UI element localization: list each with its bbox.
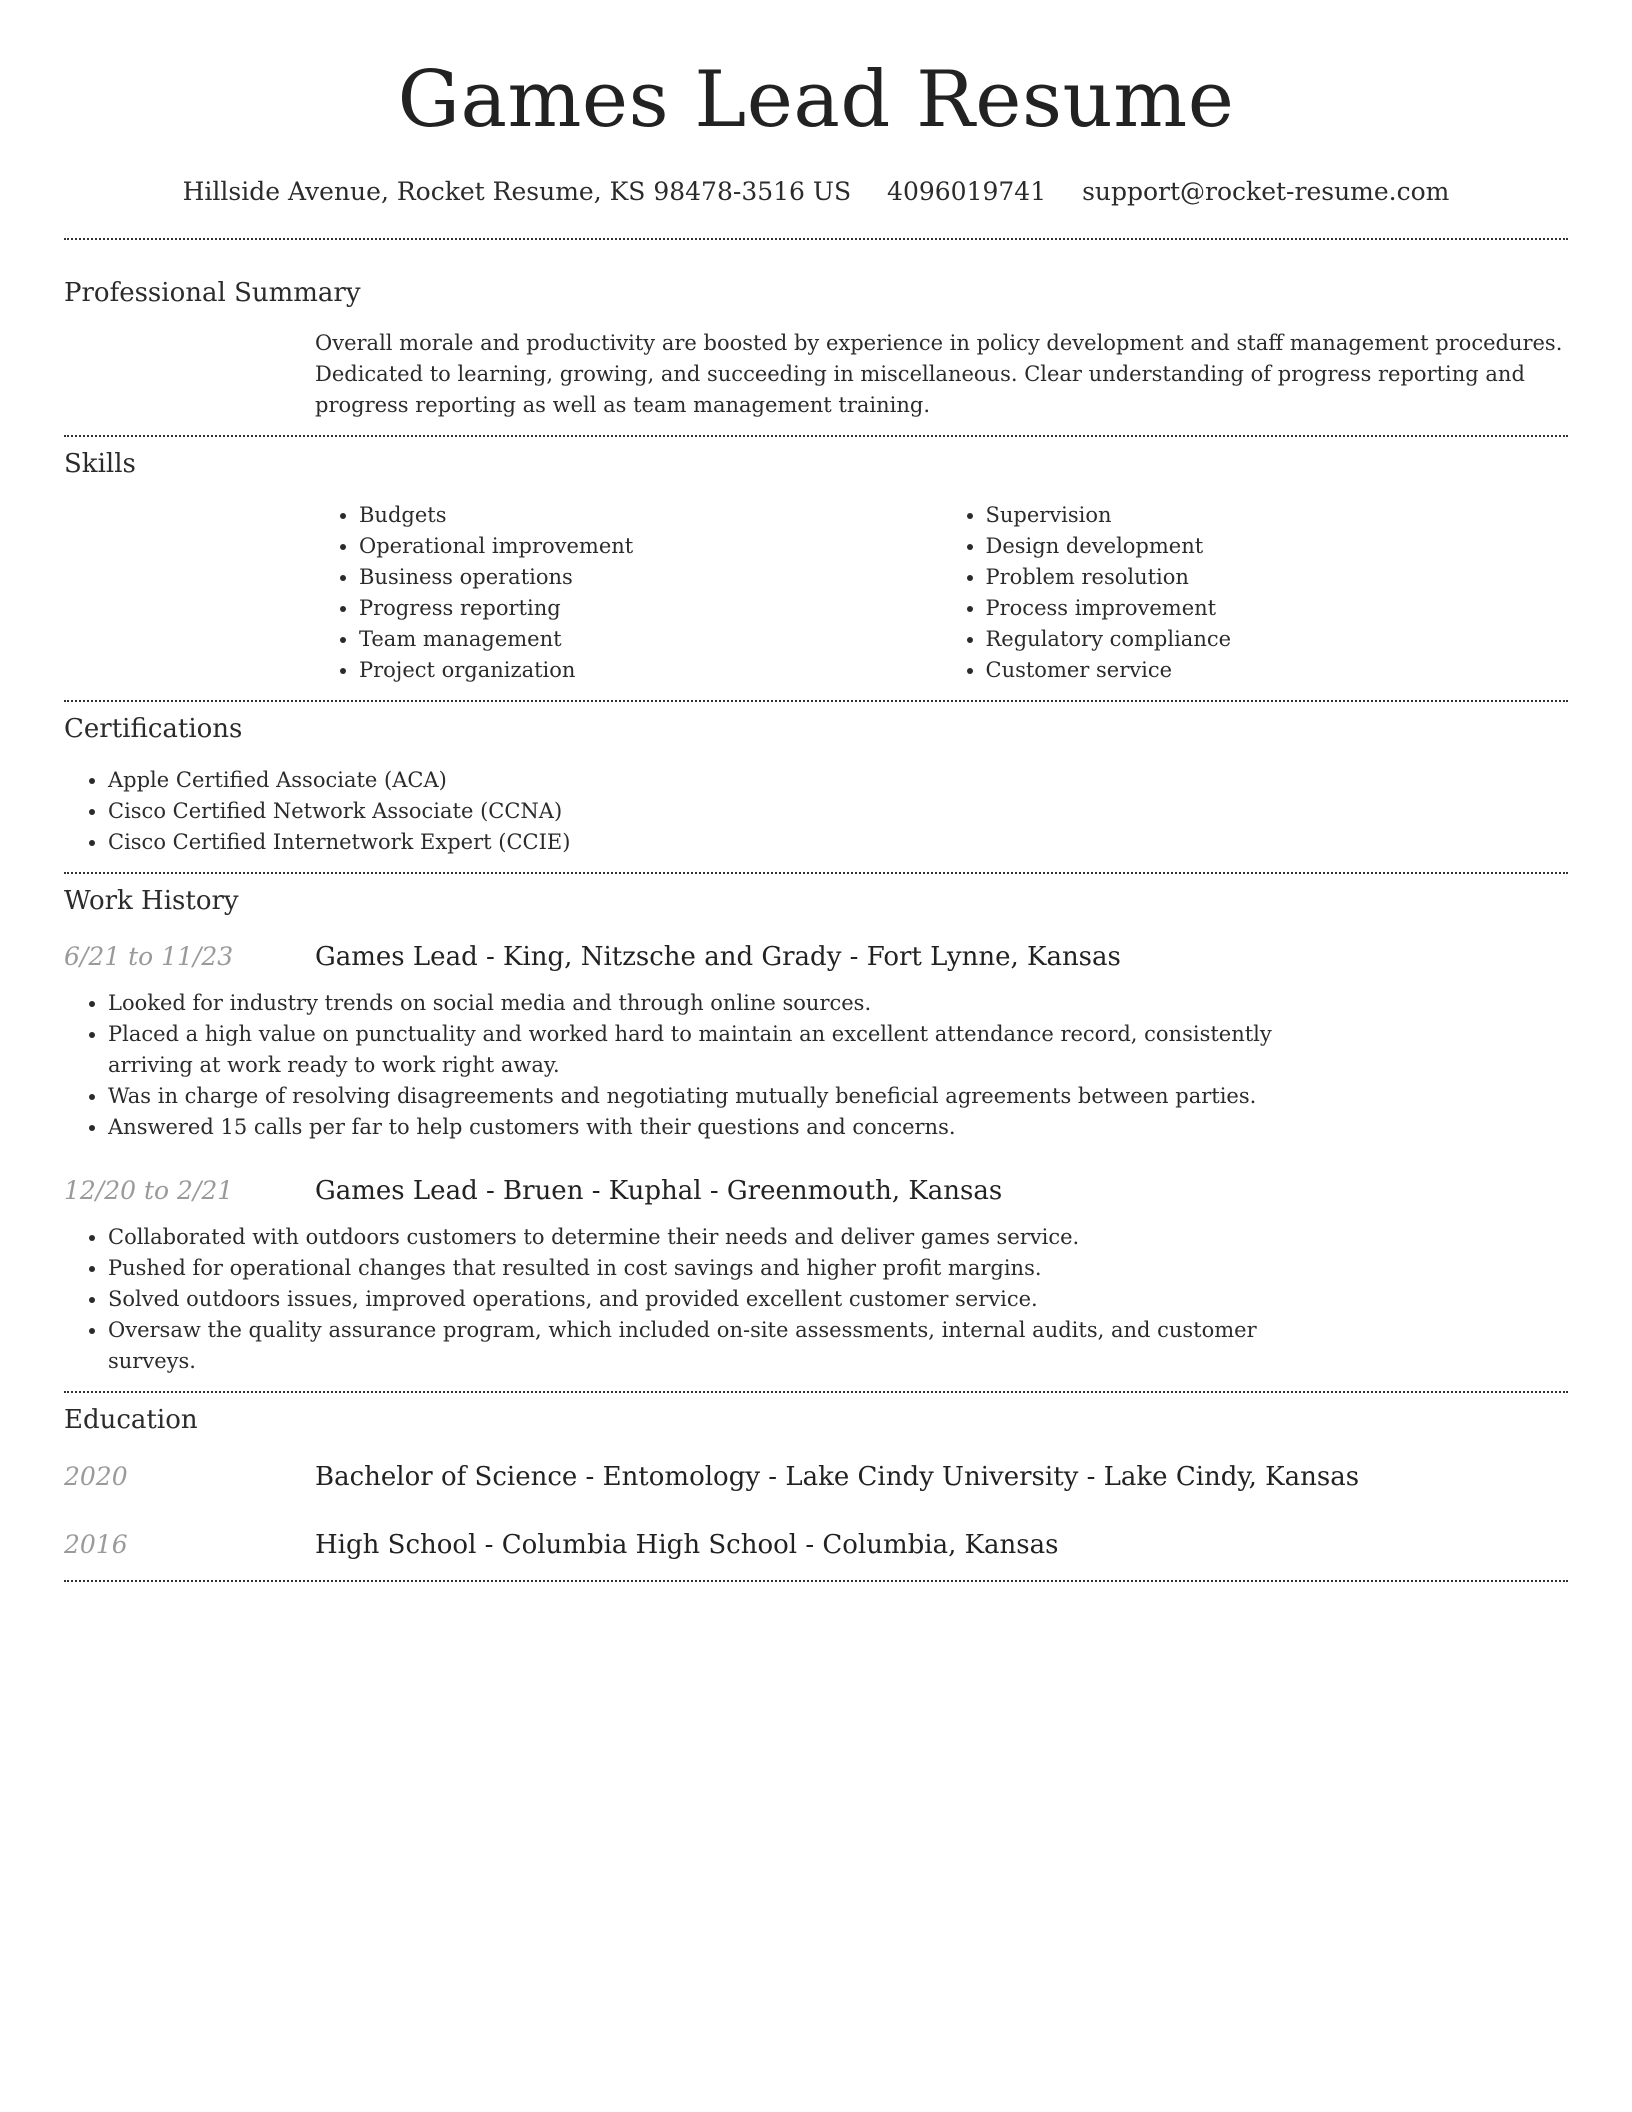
divider: [64, 1580, 1568, 1582]
skill-item: • Process improvement: [986, 593, 1569, 624]
certifications-heading: Certifications: [64, 714, 243, 744]
skill-item: • Regulatory compliance: [986, 624, 1569, 655]
education-title: Bachelor of Science - Entomology - Lake Cindy University - Lake Cindy, Kansas: [315, 1462, 1360, 1492]
certification-item: • Cisco Certified Network Associate (CCNA): [108, 796, 1568, 827]
skills-section: [64, 447, 1568, 686]
job-bullet: • Oversaw the quality assurance program, which included on-site assessments, internal audits, and customer surveys.: [108, 1315, 1317, 1377]
resume-page: [64, 0, 1568, 1582]
job-bullets: [64, 988, 1317, 1143]
education-heading: Education: [64, 1405, 198, 1435]
job-bullet: • Answered 15 calls per far to help customers with their questions and concerns.: [108, 1112, 1317, 1143]
job-bullet: • Looked for industry trends on social media and through online sources.: [108, 988, 1317, 1019]
summary-heading: Professional Summary: [64, 278, 361, 308]
job-bullet: • Placed a high value on punctuality and worked hard to maintain an excellent attendance record, consistently arriving at work ready to work right away.: [108, 1019, 1317, 1081]
divider: [64, 872, 1568, 874]
job-title: Games Lead - Bruen - Kuphal - Greenmouth, Kansas: [315, 1176, 1003, 1206]
divider: [64, 700, 1568, 702]
contact-email: support@rocket-resume.com: [1082, 177, 1450, 206]
divider: [64, 1391, 1568, 1393]
job-dates: 12/20 to 2/21: [64, 1176, 234, 1205]
job-bullet: • Was in charge of resolving disagreements and negotiating mutually beneficial agreements between parties.: [108, 1081, 1317, 1112]
education-year: 2020: [64, 1462, 128, 1491]
skill-item: • Budgets: [359, 500, 942, 531]
job-title: Games Lead - King, Nitzsche and Grady - Fort Lynne, Kansas: [315, 942, 1121, 972]
skill-item: • Customer service: [986, 655, 1569, 686]
skill-item: • Project organization: [359, 655, 942, 686]
resume-title: Games Lead Resume: [397, 55, 1235, 145]
contact-line: [64, 176, 1568, 208]
education-year: 2016: [64, 1530, 128, 1559]
certifications-section: [64, 712, 1568, 858]
contact-address: Hillside Avenue, Rocket Resume, KS 98478-3516 US: [182, 177, 852, 206]
job-header: [64, 1174, 1568, 1208]
job-bullet: • Collaborated with outdoors customers to determine their needs and deliver games service.: [108, 1222, 1317, 1253]
skill-item: • Design development: [986, 531, 1569, 562]
skill-item: • Supervision: [986, 500, 1569, 531]
job-bullet: • Pushed for operational changes that resulted in cost savings and higher profit margins.: [108, 1253, 1317, 1284]
skill-item: • Operational improvement: [359, 531, 942, 562]
skill-item: • Progress reporting: [359, 593, 942, 624]
education-entry: [64, 1528, 1568, 1562]
job-bullet: • Solved outdoors issues, improved operations, and provided excellent customer service.: [108, 1284, 1317, 1315]
job-entry: [64, 940, 1568, 1143]
job-dates: 6/21 to 11/23: [64, 942, 234, 971]
divider: [64, 238, 1568, 240]
contact-phone: 4096019741: [887, 177, 1047, 206]
divider: [64, 435, 1568, 437]
certifications-list: [64, 765, 1568, 858]
job-header: [64, 940, 1568, 974]
work-history-section: [64, 884, 1568, 1377]
job-bullets: [64, 1222, 1317, 1377]
skills-heading: Skills: [64, 449, 136, 479]
work-history-heading: Work History: [64, 886, 239, 916]
certification-item: • Apple Certified Associate (ACA): [108, 765, 1568, 796]
education-entry: [64, 1460, 1568, 1494]
skill-item: • Business operations: [359, 562, 942, 593]
skills-column-left: [315, 500, 942, 686]
skill-item: • Team management: [359, 624, 942, 655]
summary-section: [64, 276, 1568, 421]
skills-column-right: [942, 500, 1569, 686]
summary-text: Overall morale and productivity are boosted by experience in policy development and staff management procedures. Dedicated to learning, growing, and succeeding in miscellaneous. Clear understanding of progress reporting and progress reporting as well as team management training.: [315, 331, 1563, 417]
education-title: High School - Columbia High School - Columbia, Kansas: [315, 1530, 1059, 1560]
education-section: [64, 1403, 1568, 1562]
skill-item: • Problem resolution: [986, 562, 1569, 593]
certification-item: • Cisco Certified Internetwork Expert (CCIE): [108, 827, 1568, 858]
skills-list: [315, 500, 1568, 686]
job-entry: [64, 1174, 1568, 1377]
